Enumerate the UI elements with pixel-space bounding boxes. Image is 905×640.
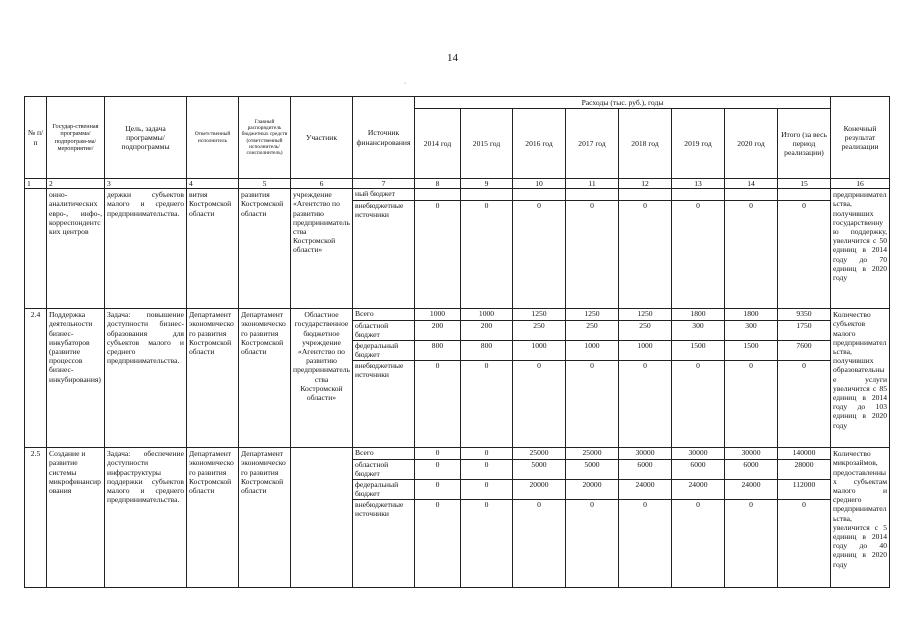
amount-column (513, 309, 566, 448)
header-year: 2020 год (725, 109, 778, 179)
amount: 0 (643, 500, 647, 510)
row-number: 2.4 (25, 309, 47, 448)
table-row (25, 309, 890, 448)
responsible-executor: вития Костромской области (187, 189, 239, 309)
amount-column (566, 309, 619, 448)
chief-manager: развития Костромской области (239, 189, 291, 309)
amount: 1750 (778, 321, 830, 341)
amount: 20000 (566, 480, 618, 500)
amount-column (619, 189, 672, 309)
header-num: № п/п (25, 97, 47, 179)
participant (291, 448, 353, 588)
final-result: Количество субъектов малого предпринимательства, получивших образовательные услуги увеличится с 85 единиц в 2014 году до 103 единиц в 2020 году (831, 309, 890, 448)
amount: 1000 (513, 341, 565, 361)
amount: 0 (802, 201, 806, 211)
header-expenses: Расходы (тыс. руб.), годы (415, 97, 831, 109)
amount: 0 (749, 201, 753, 211)
amount: 250 (513, 321, 565, 341)
amount: 28000 (778, 460, 830, 480)
row-number: 2.5 (25, 448, 47, 588)
amount: 0 (802, 361, 806, 371)
participant: учреждение «Агентство по развитию предпринимательства Костромской области» (291, 189, 353, 309)
amount: 30000 (672, 448, 724, 460)
header-total: Итого (за весь период реализации) (778, 109, 831, 179)
amount: 0 (415, 480, 460, 500)
amount-column (619, 448, 672, 588)
header-responsible: Ответственный исполнитель (187, 97, 239, 179)
funding-source: федеральный бюджет (353, 480, 414, 500)
amount: 0 (590, 201, 594, 211)
amount: 0 (484, 201, 489, 211)
funding-source: Всего (353, 309, 414, 321)
header-year: 2019 год (672, 109, 725, 179)
amount: 0 (435, 500, 440, 510)
amount: 1500 (725, 341, 777, 361)
column-number: 5 (239, 179, 291, 189)
header-year: 2014 год (415, 109, 461, 179)
program-table (24, 96, 890, 588)
amount-column (778, 309, 831, 448)
amount (672, 189, 724, 201)
funding-source: внебюджетные источники (355, 361, 404, 380)
amount: 0 (590, 500, 594, 510)
header-year: 2016 год (513, 109, 566, 179)
participant: Областное государственное бюджетное учреждение «Агентство по развитию предпринимательства Костромской области» (291, 309, 353, 448)
amount: 24000 (672, 480, 724, 500)
amount: 250 (566, 321, 618, 341)
amount: 300 (672, 321, 724, 341)
amount: 800 (415, 341, 460, 361)
amount: 0 (749, 500, 753, 510)
amount: 250 (619, 321, 671, 341)
amount: 0 (461, 460, 512, 480)
amount: 300 (725, 321, 777, 341)
amount: 5000 (513, 460, 565, 480)
column-number: 15 (778, 179, 831, 189)
amount (619, 189, 671, 201)
amount-column (566, 448, 619, 588)
amount-column (672, 189, 725, 309)
amount-column (461, 309, 513, 448)
amount (725, 189, 777, 201)
amount-column (725, 189, 778, 309)
header-program: Государ-ственная программа/ подпрограм-ма/ мероприятие/ (47, 97, 105, 179)
amount: 140000 (778, 448, 830, 460)
amount-column (415, 448, 461, 588)
amount: 6000 (725, 460, 777, 480)
header-year: 2018 год (619, 109, 672, 179)
amount-column (415, 189, 461, 309)
amount: 24000 (725, 480, 777, 500)
amount: 1250 (619, 309, 671, 321)
amount: 0 (484, 361, 489, 371)
column-number: 10 (513, 179, 566, 189)
amount (513, 189, 565, 201)
amount: 5000 (566, 460, 618, 480)
measure-goal: Задача: обеспечение доступности инфраструктуры поддержки субъектов малого и среднего предпринимательства. (105, 448, 187, 588)
header-year: 2015 год (461, 109, 513, 179)
amount: 0 (537, 201, 541, 211)
measure-goal: держки субъектов малого и среднего предпринимательства. (105, 189, 187, 309)
amount: 0 (435, 361, 440, 371)
measure-name: онно-аналитических евро-, инфо-, корреспондентских центров (47, 189, 105, 309)
amount: 30000 (619, 448, 671, 460)
amount: 1250 (566, 309, 618, 321)
column-number: 13 (672, 179, 725, 189)
amount: 24000 (619, 480, 671, 500)
header-source: Источник финансирования (353, 97, 415, 179)
funding-source: областной бюджет (353, 460, 414, 480)
amount: 0 (415, 460, 460, 480)
column-number: 3 (105, 179, 187, 189)
amount: 0 (749, 361, 753, 371)
amount-column (778, 448, 831, 588)
amount: 800 (461, 341, 512, 361)
row-number (25, 189, 47, 309)
amount: 0 (415, 448, 460, 460)
funding-source: внебюджетные источники (355, 201, 404, 220)
header-result: Конечный результат реализации (831, 97, 890, 179)
table-row (25, 189, 890, 309)
amount: 6000 (619, 460, 671, 480)
amount: 200 (461, 321, 512, 341)
chief-manager: Департамент экономического развития Костромской области (239, 448, 291, 588)
column-number: 4 (187, 179, 239, 189)
amount: 30000 (725, 448, 777, 460)
column-number: 8 (415, 179, 461, 189)
amount: 1000 (461, 309, 512, 321)
chief-manager: Департамент экономического развития Костромской области (239, 309, 291, 448)
amount: 0 (435, 201, 440, 211)
amount-column (778, 189, 831, 309)
amount: 1800 (725, 309, 777, 321)
amount: 0 (696, 500, 700, 510)
amount: 1000 (415, 309, 460, 321)
responsible-executor: Департамент экономического развития Костромской области (187, 448, 239, 588)
column-number: 1 (25, 179, 47, 189)
amount-column (725, 309, 778, 448)
amount: 0 (590, 361, 594, 371)
funding-sources (353, 189, 415, 309)
amount: 0 (461, 480, 512, 500)
measure-name: Создание и развитие системы микрофинансирования (47, 448, 105, 588)
amount: 9350 (778, 309, 830, 321)
amount: 1000 (619, 341, 671, 361)
amount: 0 (696, 201, 700, 211)
amount: 6000 (672, 460, 724, 480)
funding-source: Всего (353, 448, 414, 460)
page-number: 14 (447, 52, 458, 64)
amount: 0 (537, 361, 541, 371)
final-result: Количество микрозаймов, предоставленных субъектам малого и среднего предпринимательства, увеличится с 5 единиц в 2014 году до 40 единиц в 2020 году (831, 448, 890, 588)
header-year: 2017 год (566, 109, 619, 179)
funding-source: областной бюджет (353, 321, 414, 341)
amount: 0 (461, 448, 512, 460)
final-result: предпринимательства, получивших государственную поддержку, увеличится с 50 единиц в 2014 году до 70 единиц в 2020 году (831, 189, 890, 309)
amount (415, 189, 460, 201)
amount-column (619, 309, 672, 448)
column-number-row (25, 179, 890, 189)
amount: 0 (484, 500, 489, 510)
measure-name: Поддержка деятельности бизнес-инкубаторов (развитие процессов бизнес-инкубирования) (47, 309, 105, 448)
column-number: 12 (619, 179, 672, 189)
amount: 0 (802, 500, 806, 510)
header-chief-manager: Главный распорядитель бюджетных средств (ответственный исполнитель/ соисполнитель) (239, 97, 291, 179)
amount: 20000 (513, 480, 565, 500)
amount-column (672, 448, 725, 588)
column-number: 6 (291, 179, 353, 189)
column-number: 11 (566, 179, 619, 189)
column-number: 7 (353, 179, 415, 189)
amount-column (461, 448, 513, 588)
amount-column (513, 448, 566, 588)
funding-sources (353, 309, 415, 448)
amount: 1800 (672, 309, 724, 321)
amount-column (415, 309, 461, 448)
funding-sources (353, 448, 415, 588)
amount: 25000 (566, 448, 618, 460)
column-number: 16 (831, 179, 890, 189)
amount: 25000 (513, 448, 565, 460)
amount: 1000 (566, 341, 618, 361)
amount: 200 (415, 321, 460, 341)
amount (778, 189, 830, 201)
amount-column (461, 189, 513, 309)
column-number: 9 (461, 179, 513, 189)
column-number: 14 (725, 179, 778, 189)
amount-column (513, 189, 566, 309)
amount-column (566, 189, 619, 309)
amount: 0 (643, 361, 647, 371)
amount (461, 189, 512, 201)
amount: 1250 (513, 309, 565, 321)
measure-goal: Задача: повышение доступности бизнес-образования для субъектов малого и среднего предпринимательства. (105, 309, 187, 448)
amount-column (725, 448, 778, 588)
amount (566, 189, 618, 201)
amount: 112000 (778, 480, 830, 500)
dot-mark: · (404, 81, 406, 87)
responsible-executor: Департамент экономического развития Костромской области (187, 309, 239, 448)
column-number: 2 (47, 179, 105, 189)
funding-source: ный бюджет (353, 189, 414, 201)
amount: 0 (537, 500, 541, 510)
amount-column (672, 309, 725, 448)
funding-source: федеральный бюджет (353, 341, 414, 361)
funding-source: внебюджетные источники (355, 500, 404, 519)
amount: 7600 (778, 341, 830, 361)
amount: 0 (696, 361, 700, 371)
amount: 0 (643, 201, 647, 211)
header-goal: Цель, задача программы/ подпрограммы (105, 97, 187, 179)
table-row (25, 448, 890, 588)
amount: 1500 (672, 341, 724, 361)
header-participant: Участник (291, 97, 353, 179)
